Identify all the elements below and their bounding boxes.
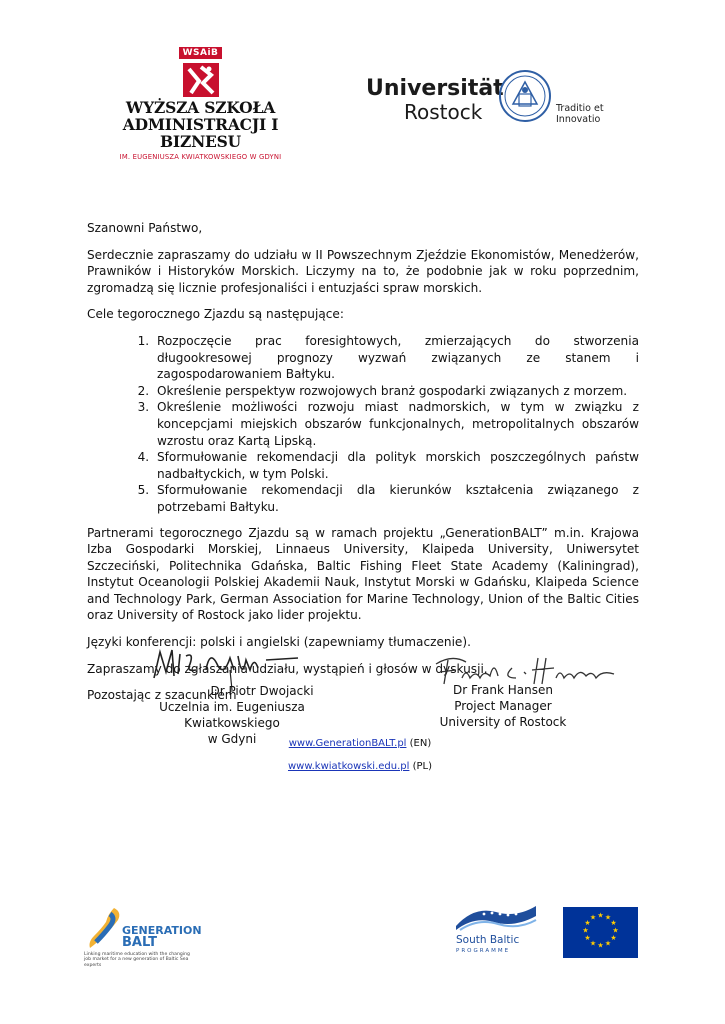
svg-text:★: ★ — [610, 919, 617, 927]
goals-intro: Cele tegorocznego Zjazdu są następujące: — [87, 307, 344, 322]
signatory-hansen — [432, 682, 574, 730]
svg-text:★: ★ — [597, 941, 604, 950]
generationbalt-link[interactable]: www.GenerationBALT.pl — [288, 738, 407, 749]
south-baltic-logo — [452, 902, 538, 960]
kwiatkowski-link[interactable]: www.kwiatkowski.edu.pl — [287, 761, 410, 772]
svg-text:★: ★ — [604, 939, 612, 948]
signatory-name: Dr Piotr Dwojacki — [210, 684, 314, 698]
wsaib-logo — [88, 40, 313, 161]
svg-text:★: ★ — [584, 919, 591, 927]
languages-paragraph: Języki konferencji: polski i angielski (zapewniamy tłumaczenie). — [87, 635, 471, 650]
generation-balt-logo — [84, 904, 204, 970]
svg-text:★: ★ — [584, 934, 591, 942]
partners-paragraph: Partnerami tegorocznego Zjazdu są w ramach projektu „GenerationBALT” m.in. Krajowa Izba Gospodarki Morskiej, Linnaeus University, Klaipeda University, Uniwersytet Szczeciński, Politechnika Gdańska, Baltic Fishing Fleet State Academy (Kaliningrad), Instytut Oceanologii Polskiej Akademii Nauk, Instytut Morski w Gdańsku, Klaipeda Science and Technology Park, German Association for Marine Technology, Union of the Baltic Cities oraz University of Rostock jako lider projektu. — [87, 525, 639, 623]
signatory-org: University of Rostock — [439, 715, 567, 729]
goal-item: 4. Sformułowanie rekomendacji dla polityk morskich poszczególnych państw nadbałtyckich, w tym Polski. — [153, 449, 639, 482]
rostock-logo — [366, 68, 644, 128]
signatory-org: w Gdyni — [207, 732, 257, 746]
generation-balt-name2: BALT — [122, 935, 157, 950]
svg-text:★: ★ — [610, 934, 617, 942]
wsaib-emblem-icon — [181, 61, 221, 99]
goal-item: 5. Sformułowanie rekomendacji dla kierunków kształcenia związanego z potrzebami Bałtyku. — [153, 482, 639, 515]
eu-flag — [563, 907, 638, 958]
wsaib-name-line2: ADMINISTRACJI I BIZNESU — [122, 115, 279, 151]
intro-paragraph: Serdecznie zapraszamy do udziału w II Powszechnym Zjeździe Ekonomistów, Menedżerów, Prawników i Historyków Morskich. Liczymy na to, że podobnie jak w roku poprzednim, zgromadzą się licznie profesjonaliści i entuzjaści spraw morskich. — [87, 247, 639, 295]
wsaib-name-line1: WYŻSZA SZKOŁA — [125, 98, 276, 117]
rostock-name-line2: Rostock — [404, 100, 483, 124]
svg-text:★: ★ — [597, 911, 604, 920]
invitation-paragraph: Zapraszamy do zgłaszania udziału, wystąpień i głosów w dyskusji. — [87, 661, 488, 676]
generation-balt-name1: GENERATION — [122, 924, 202, 937]
wsaib-badge: WSAiB — [179, 47, 223, 59]
rostock-motto: Traditio et Innovatio — [556, 103, 604, 125]
goal-item: 3. Określenie możliwości rozwoju miast nadmorskich, w tym w związku z koncepcjami miejskich obszarów funkcjonalnych, metropolitalnych obszarów wzrostu oraz Kartą Lipską. — [153, 399, 639, 449]
signatory-role: Project Manager — [454, 699, 552, 713]
wsaib-name-line3: IM. EUGENIUSZA KWIATKOWSKIEGO W GDYNI — [119, 153, 282, 161]
link-lang: (EN) — [409, 738, 432, 749]
greeting: Szanowni Państwo, — [87, 221, 203, 235]
generation-balt-tagline: Linking maritime education with the changing job market for a new generation of Baltic Sea experts — [84, 952, 190, 968]
svg-text:★: ★ — [612, 926, 619, 935]
goals-list — [87, 333, 639, 516]
link-line-en — [240, 738, 480, 749]
rostock-name-line1: Universität — [366, 76, 504, 101]
link-lang: (PL) — [412, 761, 433, 772]
signatory-role: Uczelnia im. Eugeniusza Kwiatkowskiego — [159, 700, 305, 730]
eu-stars-icon — [563, 907, 638, 958]
south-baltic-wave-icon — [454, 902, 538, 932]
svg-text:★: ★ — [589, 913, 597, 922]
svg-text:★: ★ — [604, 913, 612, 922]
closing: Pozostając z szacunkiem — [87, 688, 237, 703]
rostock-seal-icon — [498, 68, 552, 124]
south-baltic-sub: PROGRAMME — [456, 948, 511, 954]
goal-item: 2. Określenie perspektyw rozwojowych branż gospodarki związanych z morzem. — [153, 383, 639, 400]
south-baltic-name: South Baltic — [456, 934, 520, 946]
signatory-name: Dr Frank Hansen — [453, 683, 553, 697]
svg-text:★: ★ — [589, 939, 597, 948]
link-line-pl — [240, 761, 480, 772]
svg-text:★: ★ — [582, 926, 589, 935]
goal-item: 1. Rozpoczęcie prac foresightowych, zmierzających do stworzenia długookresowej prognozy wyzwań związanych ze stanem i zagospodarowaniem Bałtyku. — [153, 333, 639, 383]
